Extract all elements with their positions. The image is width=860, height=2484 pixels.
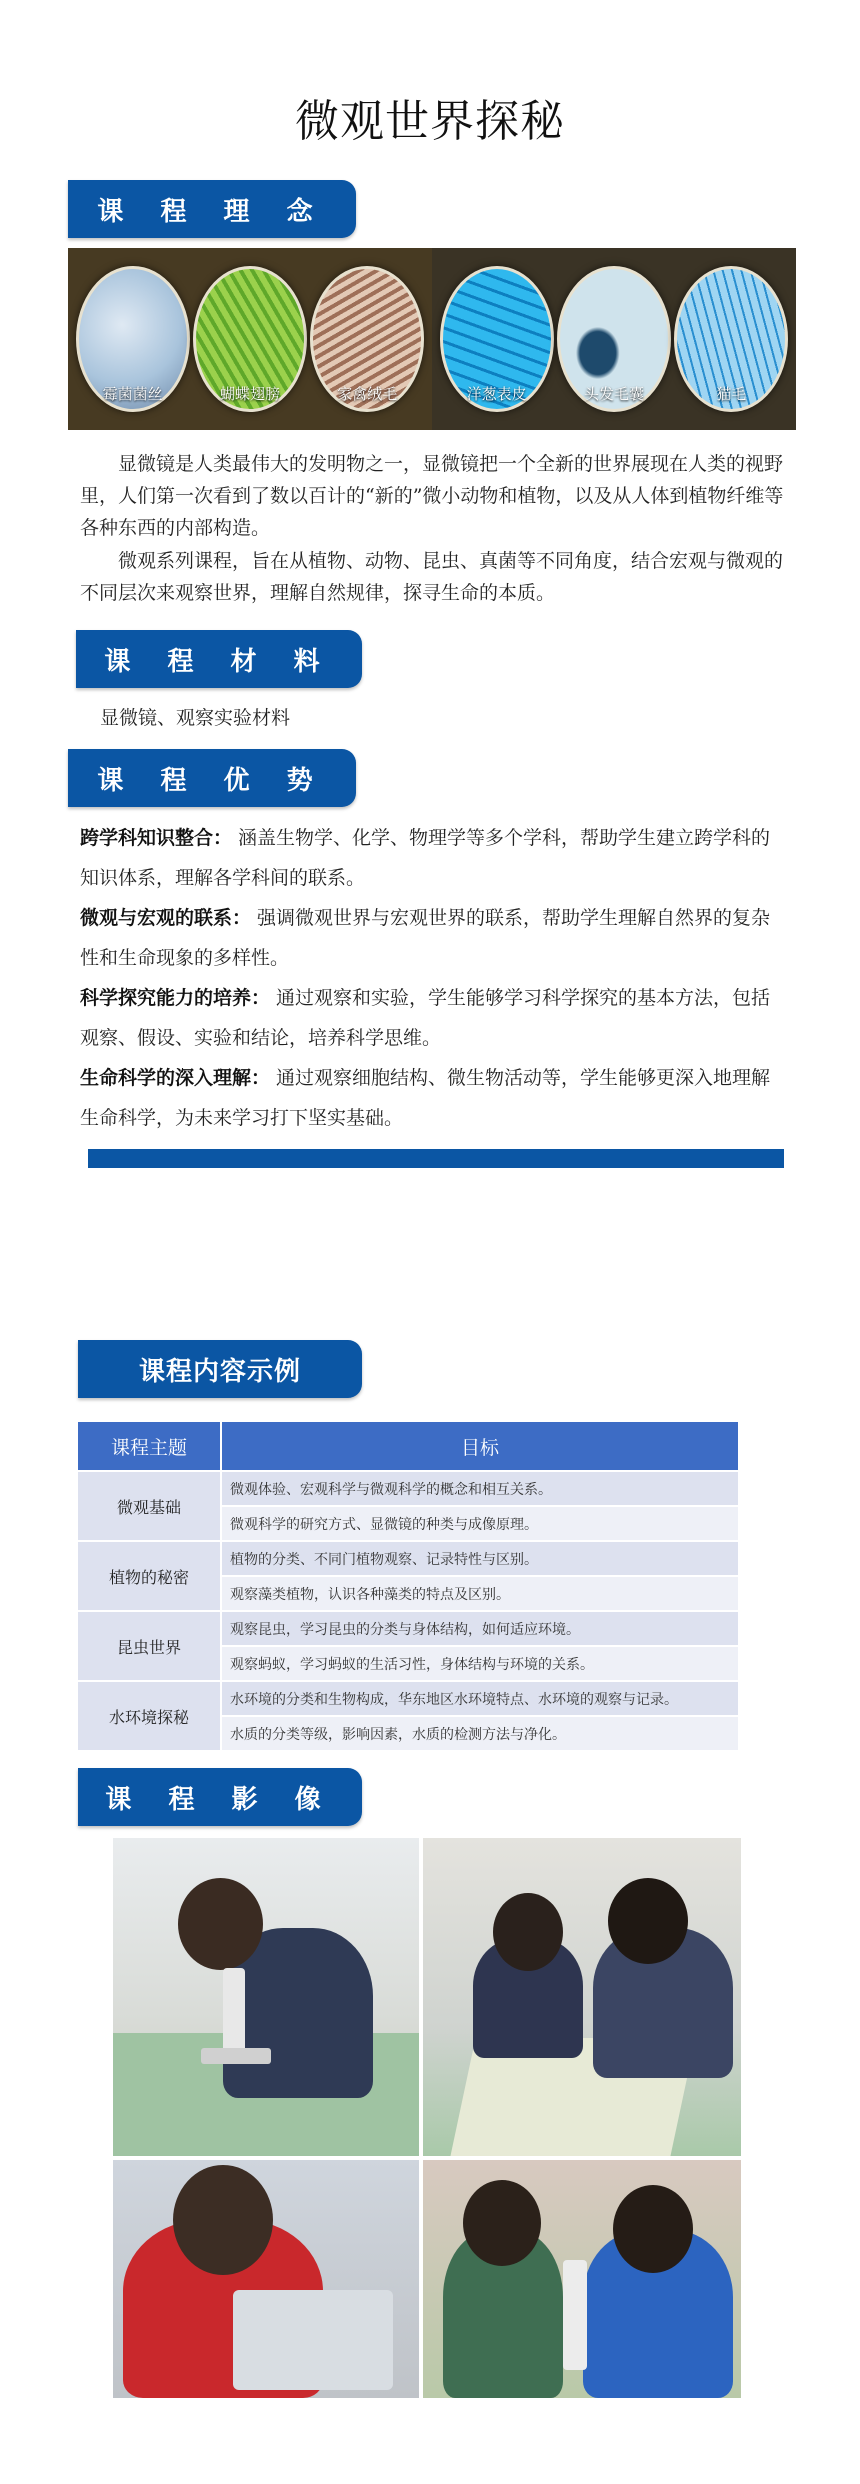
page-title: 微观世界探秘	[295, 96, 565, 147]
advantage-text: 强调微观世界与宏观世界的联系，帮助学生理解自然界的复杂性和生命现象的多样性。	[80, 907, 771, 969]
goal-cell: 植物的分类、不同门植物观察、记录特性与区别。	[222, 1542, 738, 1575]
header-topic: 课程主题	[78, 1422, 220, 1470]
caption-butterfly: 蝴蝶翅膀	[219, 385, 280, 403]
goal-cell: 水环境的分类和生物构成，华东地区水环境特点、水环境的观察与记录。	[222, 1682, 738, 1715]
student-head	[178, 1878, 263, 1970]
micro-image-onion	[440, 266, 554, 412]
section-label-gallery: 课 程 影 像	[78, 1768, 362, 1826]
advantage-text: 通过观察和实验，学生能够学习科学探究的基本方法，包括观察、假设、实验和结论，培养科学思维。	[80, 987, 771, 1049]
table-row	[78, 1612, 738, 1645]
student-head	[463, 2180, 541, 2266]
table-row	[78, 1682, 738, 1715]
student-head	[608, 1878, 688, 1964]
advantage-item	[80, 818, 784, 898]
photo-student-slide	[113, 2160, 419, 2398]
section-label-concept: 课 程 理 念	[68, 180, 356, 238]
goal-cell: 观察昆虫，学习昆虫的分类与身体结构，如何适应环境。	[222, 1612, 738, 1645]
caption-onion: 洋葱表皮	[466, 385, 527, 403]
photo-collage	[113, 1838, 741, 2398]
micro-image-down	[310, 266, 424, 412]
caption-hair: 头发毛囊	[583, 385, 644, 403]
student-head	[173, 2165, 273, 2275]
micro-image-hair	[557, 266, 671, 412]
table-row	[78, 1542, 738, 1575]
topic-cell: 昆虫世界	[78, 1612, 220, 1680]
caption-cat: 猫毛	[716, 385, 747, 403]
microscope-shape	[563, 2260, 587, 2370]
micro-image-cat	[674, 266, 788, 412]
advantage-title: 微观与宏观的联系：	[80, 907, 252, 929]
microscope-base	[201, 2048, 271, 2064]
micro-image-mold	[76, 266, 190, 412]
advantage-text: 通过观察细胞结构、微生物活动等，学生能够更深入地理解生命科学，为未来学习打下坚实基础。	[80, 1067, 771, 1129]
header-goal: 目标	[222, 1422, 738, 1470]
photo-students-reading	[423, 1838, 741, 2156]
microscope-image-strip	[68, 248, 796, 430]
micro-image-butterfly	[193, 266, 307, 412]
advantage-title: 跨学科知识整合：	[80, 827, 233, 849]
section-label-materials: 课 程 材 料	[76, 630, 362, 688]
topic-cell: 水环境探秘	[78, 1682, 220, 1750]
tray	[233, 2290, 393, 2390]
advantage-item	[80, 1058, 784, 1138]
student-head	[613, 2185, 693, 2273]
section-divider-bar	[88, 1149, 784, 1168]
section-label-content: 课程内容示例	[78, 1340, 362, 1398]
goal-cell: 观察藻类植物，认识各种藻类的特点及区别。	[222, 1577, 738, 1610]
photo-students-microscope	[423, 2160, 741, 2398]
table-header-row	[78, 1422, 738, 1470]
topic-cell: 微观基础	[78, 1472, 220, 1540]
topic-cell: 植物的秘密	[78, 1542, 220, 1610]
advantage-item	[80, 898, 784, 978]
caption-mold: 霉菌菌丝	[102, 385, 163, 403]
caption-down: 家禽绒毛	[337, 385, 398, 403]
section-label-advantages: 课 程 优 势	[68, 749, 356, 807]
advantage-title: 生命科学的深入理解：	[80, 1067, 271, 1089]
goal-cell: 观察蚂蚁，学习蚂蚁的生活习性，身体结构与环境的关系。	[222, 1647, 738, 1680]
concept-paragraph-1: 显微镜是人类最伟大的发明物之一，显微镜把一个全新的世界展现在人类的视野里，人们第一次看到了数以百计的“新的”微小动物和植物，以及从人体到植物纤维等各种东西的内部构造。	[80, 453, 784, 539]
table-row	[78, 1472, 738, 1505]
goal-cell: 水质的分类等级，影响因素，水质的检测方法与净化。	[222, 1717, 738, 1750]
materials-text: 显微镜、观察实验材料	[100, 707, 291, 729]
photo-student-microscope	[113, 1838, 419, 2156]
advantage-text: 涵盖生物学、化学、物理学等多个学科，帮助学生建立跨学科的知识体系，理解各学科间的联系。	[80, 827, 771, 889]
goal-cell: 微观体验、宏观科学与微观科学的概念和相互关系。	[222, 1472, 738, 1505]
advantage-item	[80, 978, 784, 1058]
goal-cell: 微观科学的研究方式、显微镜的种类与成像原理。	[222, 1507, 738, 1540]
advantages-list	[80, 818, 784, 1138]
student-head	[493, 1893, 563, 1971]
course-content-table	[76, 1420, 740, 1752]
microscope-shape	[223, 1968, 245, 2058]
concept-paragraph-2: 微观系列课程，旨在从植物、动物、昆虫、真菌等不同角度，结合宏观与微观的不同层次来观察世界，理解自然规律，探寻生命的本质。	[80, 550, 784, 604]
advantage-title: 科学探究能力的培养：	[80, 987, 271, 1009]
